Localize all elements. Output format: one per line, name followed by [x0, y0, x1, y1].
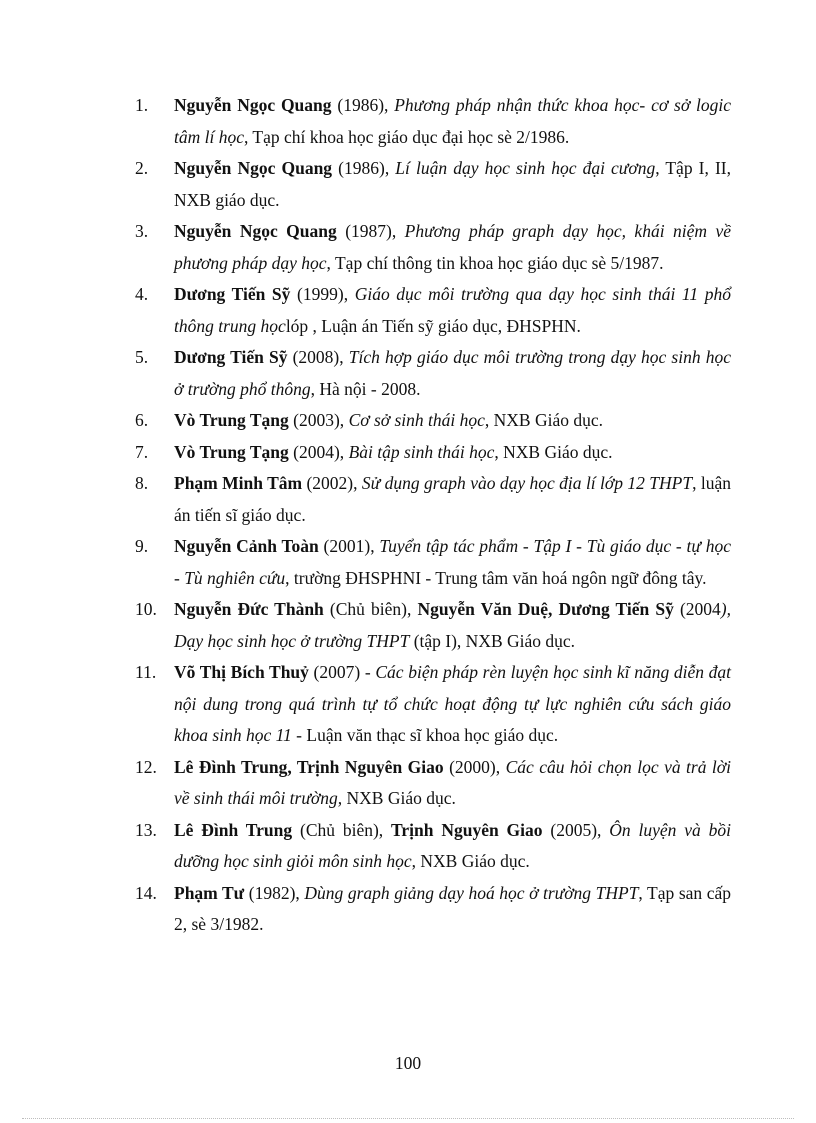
- reference-author: Dương Tiến Sỹ: [174, 347, 288, 367]
- reference-number: 1.: [135, 95, 149, 115]
- reference-author: Nguyễn Cảnh Toàn: [174, 536, 319, 556]
- reference-text: (2000),: [443, 756, 506, 777]
- reference-number: 11.: [135, 662, 157, 682]
- reference-text: - Luận văn thạc sĩ khoa học giáo dục.: [291, 725, 559, 745]
- reference-text: (1986),: [332, 158, 396, 178]
- reference-title: ), Dạy học sinh học ở trường THPT: [174, 599, 731, 651]
- reference-title: Các biện pháp rèn luyện học sinh kĩ năng diễn đạt nội dung trong quá trình tự tổ chức hoạt động tự lực nghiên cứu sách giáo khoa sinh học 11: [174, 662, 731, 745]
- reference-list: [135, 90, 731, 941]
- reference-title: Tuyển tập tác phẩm - Tập I - Tù giáo dục - tự học - Tù nghiên cứu: [174, 536, 731, 588]
- reference-text: (Chủ biên),: [292, 819, 392, 840]
- page-bottom-border: [22, 1118, 794, 1119]
- reference-text: (1999),: [290, 284, 355, 304]
- reference-author: Phạm Minh Tâm: [174, 473, 303, 493]
- reference-number: 9.: [135, 536, 149, 556]
- reference-title: Phương pháp nhận thức khoa học- cơ sở logic tâm lí học: [174, 95, 732, 147]
- reference-title: Tích hợp giáo dục môi trường trong dạy học sinh học ở trường phổ thông: [174, 347, 732, 399]
- reference-author: Dương Tiến Sỹ: [174, 284, 291, 304]
- reference-author: Lê Đình Trung, Trịnh Nguyên Giao: [174, 756, 444, 777]
- reference-text: , Tạp san cấp 2, sè 3/1982.: [174, 882, 731, 934]
- reference-item: [135, 279, 731, 342]
- reference-item: [135, 153, 731, 216]
- reference-text: , NXB Giáo dục.: [411, 851, 530, 871]
- reference-text: (2008),: [287, 347, 349, 367]
- reference-title: Dùng graph giảng dạy hoá học ở trường THPT: [304, 882, 639, 903]
- reference-item: [135, 468, 731, 531]
- reference-text: , trường ĐHSPHNI - Trung tâm văn hoá ngôn ngữ đông tây.: [285, 567, 707, 588]
- reference-text: , Hà nội - 2008.: [310, 378, 421, 399]
- reference-item: [135, 437, 731, 469]
- reference-text: (2004),: [288, 441, 349, 462]
- page-number: 100: [394, 1053, 422, 1073]
- reference-number: 12.: [135, 756, 157, 777]
- reference-item: [135, 878, 731, 941]
- reference-text: (2005),: [542, 819, 610, 840]
- reference-title: Sử dụng graph vào dạy học địa lí lớp 12 THPT: [361, 473, 693, 493]
- reference-number: 13.: [135, 819, 157, 840]
- reference-number: 8.: [135, 473, 149, 493]
- reference-title: Lí luận dạy học sinh học đại cương: [395, 158, 656, 178]
- reference-item: [135, 752, 731, 815]
- reference-author: Phạm Tư: [174, 882, 245, 903]
- reference-number: 2.: [135, 158, 149, 178]
- reference-title: Phương pháp graph dạy học, khái niệm về phương pháp dạy học: [174, 221, 731, 273]
- reference-text: (2004: [673, 599, 721, 619]
- reference-title: Giáo dục môi trường qua dạy học sinh thái 11 phổ thông trung học: [174, 284, 731, 336]
- reference-text: (1982),: [244, 882, 305, 903]
- reference-title: Cơ sở sinh thái học: [348, 410, 485, 430]
- reference-item: [135, 90, 731, 153]
- reference-item: [135, 657, 731, 752]
- reference-text: , NXB Giáo dục.: [484, 410, 603, 430]
- reference-number: 14.: [135, 882, 157, 903]
- reference-text: (tập I), NXB Giáo dục.: [409, 630, 576, 651]
- reference-text: (2007) -: [308, 662, 376, 682]
- reference-text: NXB Giáo dục.: [342, 788, 456, 808]
- reference-title: Các câu hỏi chọn lọc và trả lời về sinh thái môi trường,: [174, 756, 731, 808]
- reference-item: [135, 594, 731, 657]
- reference-author: Nguyễn Văn Duệ, Dương Tiến Sỹ: [417, 599, 674, 619]
- reference-text: , Tạp chí thông tin khoa học giáo dục sè 5/1987.: [326, 252, 664, 273]
- reference-text: (2003),: [288, 410, 349, 430]
- reference-title: Ôn luyện và bồi dưỡng học sinh giỏi môn sinh học: [174, 819, 731, 871]
- reference-number: 4.: [135, 284, 149, 304]
- reference-item: [135, 342, 731, 405]
- reference-text: , NXB Giáo dục.: [494, 441, 613, 462]
- reference-text: , luận án tiến sĩ giáo dục.: [174, 473, 731, 525]
- reference-text: (2001),: [318, 536, 380, 556]
- reference-text: , Tập I, II, NXB giáo dục.: [174, 158, 732, 210]
- reference-item: [135, 815, 731, 878]
- reference-author: Võ Thị Bích Thuỷ: [174, 662, 309, 682]
- reference-text: (2002),: [302, 473, 362, 493]
- reference-text: , Tạp chí khoa học giáo dục đại học sè 2/1986.: [244, 126, 570, 147]
- reference-number: 5.: [135, 347, 149, 367]
- reference-item: [135, 216, 731, 279]
- reference-author: Lê Đình Trung: [174, 819, 293, 840]
- reference-text: (1986),: [331, 95, 395, 115]
- reference-number: 7.: [135, 441, 149, 462]
- reference-item: [135, 531, 731, 594]
- reference-author: Nguyễn Ngọc Quang: [174, 158, 333, 178]
- reference-text: (Chủ biên),: [323, 599, 418, 619]
- reference-text: (1987),: [336, 221, 405, 241]
- reference-author: Nguyễn Ngọc Quang: [174, 95, 332, 115]
- reference-item: [135, 405, 731, 437]
- reference-author: Vò Trung Tạng: [174, 441, 289, 462]
- reference-title: Bài tập sinh thái học: [348, 441, 495, 462]
- reference-number: 6.: [135, 410, 149, 430]
- reference-number: 3.: [135, 221, 149, 241]
- reference-text: lóp , Luận án Tiến sỹ giáo dục, ĐHSPHN.: [285, 315, 581, 336]
- reference-author: Trịnh Nguyên Giao: [391, 819, 543, 840]
- reference-number: 10.: [135, 599, 157, 619]
- reference-author: Nguyễn Đức Thành: [174, 599, 324, 619]
- reference-author: Vò Trung Tạng: [174, 410, 289, 430]
- reference-author: Nguyễn Ngọc Quang: [174, 221, 337, 241]
